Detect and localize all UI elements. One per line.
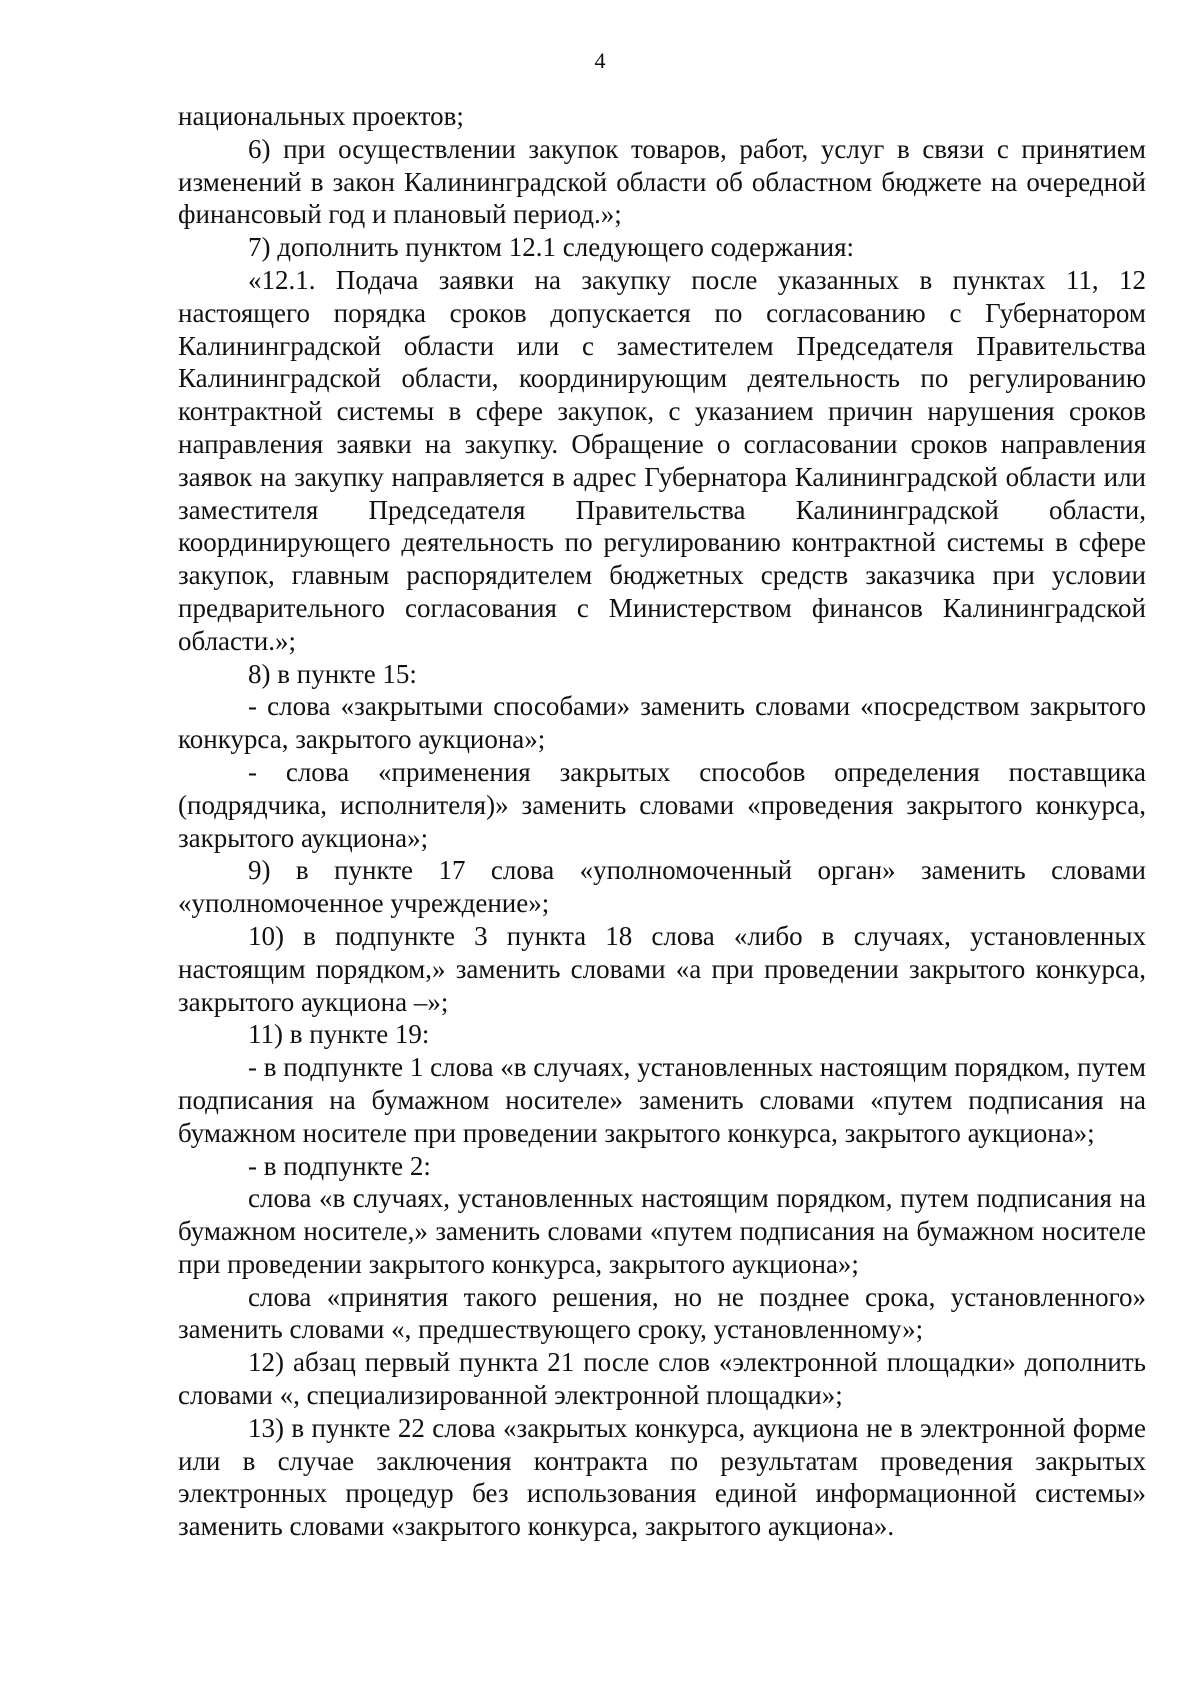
document-body [178, 100, 1146, 1543]
paragraph-clause-12-1: «12.1. Подача заявки на закупку после указанных в пунктах 11, 12 настоящего порядка сроков допускается по согласованию с Губернатором Калининградской области или с заместителем Председателя Правительства Калининградской области, координирующим деятельность по регулированию контрактной системы в сфере закупок, с указанием причин нарушения сроков направления заявки на закупку. Обращение о согласовании сроков направления заявок на закупку направляется в адрес Губернатора Калининградской области или заместителя Председателя Правительства Калининградской области, координирующего деятельность по регулированию контрактной системы в сфере закупок, главным распорядителем бюджетных средств заказчика при условии предварительного согласования с Министерством финансов Калининградской области.»; [178, 264, 1146, 656]
page-number: 4 [594, 48, 606, 73]
paragraph-item-11-subpoint-2-words-2: слова «принятия такого решения, но не позднее срока, установленного» заменить словами «, предшествующего сроку, установленному»; [178, 1281, 1146, 1345]
paragraph-item-6: 6) при осуществлении закупок товаров, работ, услуг в связи с принятием изменений в закон Калининградской области об областном бюджете на очередной финансовый год и плановый период.»; [178, 133, 1146, 230]
paragraph-item-8-dash-1: - слова «закрытыми способами» заменить словами «посредством закрытого конкурса, закрытого аукциона»; [178, 691, 1146, 755]
paragraph-item-9: 9) в пункте 17 слова «уполномоченный орган» заменить словами «уполномоченное учреждение»; [178, 855, 1146, 919]
paragraph-continuation: национальных проектов; [178, 101, 464, 131]
paragraph-item-11-subpoint-2-words-1: слова «в случаях, установленных настоящим порядком, путем подписания на бумажном носителе,» заменить словами «путем подписания на бумажном носителе при проведении закрытого конкурса, закрытого аукциона»; [178, 1183, 1146, 1279]
paragraph-item-11: 11) в пункте 19: [248, 1019, 430, 1050]
paragraph-item-11-subpoint-1: - в подпункте 1 слова «в случаях, установленных настоящим порядком, путем подписания на бумажном носителе» заменить словами «путем подписания на бумажном носителе при проведении закрытого конкурса, закрытого аукциона»; [178, 1052, 1146, 1148]
paragraph-item-11-subpoint-2: - в подпункте 2: [248, 1150, 431, 1181]
paragraph-item-12: 12) абзац первый пункта 21 после слов «электронной площадки» дополнить словами «, специализированной электронной площадки»; [178, 1347, 1146, 1411]
paragraph-item-7: 7) дополнить пунктом 12.1 следующего содержания: [248, 232, 855, 263]
paragraph-item-13: 13) в пункте 22 слова «закрытых конкурса, аукциона не в электронной форме или в случае заключения контракта по результатам проведения закрытых электронных процедур без использования единой информационной системы» заменить словами «закрытого конкурса, закрытого аукциона». [178, 1412, 1146, 1542]
paragraph-item-8: 8) в пункте 15: [248, 658, 417, 689]
paragraph-item-10: 10) в подпункте 3 пункта 18 слова «либо в случаях, установленных настоящим порядком,» заменить словами «а при проведении закрытого конкурса, закрытого аукциона –»; [178, 920, 1146, 1017]
paragraph-item-8-dash-2: - слова «применения закрытых способов определения поставщика (подрядчика, исполнителя)» заменить словами «проведения закрытого конкурса, закрытого аукциона»; [178, 756, 1146, 853]
